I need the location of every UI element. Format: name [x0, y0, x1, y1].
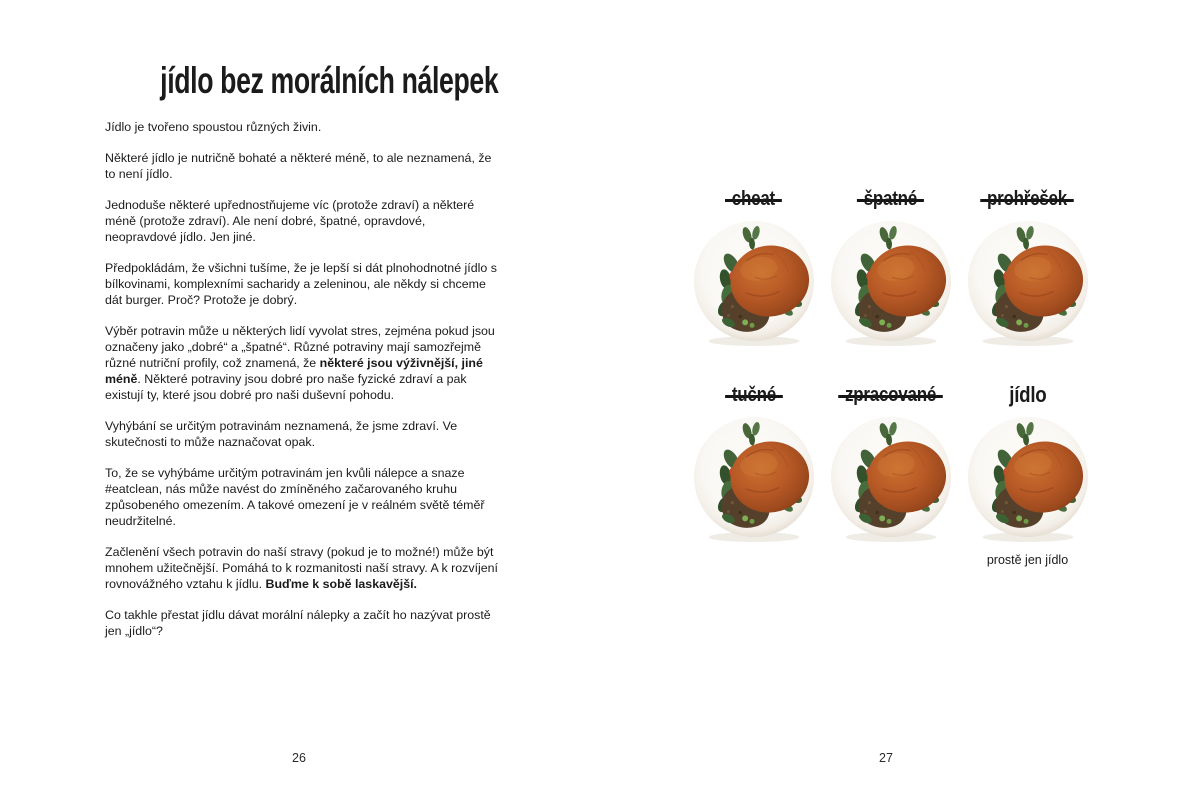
grid-cell-zpracovane — [822, 382, 959, 567]
burger-plate-photo — [691, 218, 817, 348]
paragraph: Některé jídlo je nutričně bohaté a některé méně, to ale neznamená, že to není jídlo. — [105, 151, 492, 181]
grid-cell-jidlo — [959, 382, 1096, 567]
grid-cell-prohresek — [959, 186, 1096, 348]
paragraph: Co takhle přestat jídlu dávat morální nálepky a začít ho nazývat prostě jen „jídlo“? — [105, 608, 491, 638]
burger-plate-photo — [965, 414, 1091, 544]
burger-plate-photo — [965, 218, 1091, 348]
grid-cell-cheat — [685, 186, 822, 348]
paragraph: To, že se vyhýbáme určitým potravinám jen kvůli nálepce a snaze #eatclean, nás může navést do zmíněného začarovaného kruhu způsobeného omezením. A takové omezení je v reálném světě téměř neudržitelné. — [105, 466, 485, 528]
paragraph: Výběr potravin může u některých lidí vyvolat stres, zejména pokud jsou označeny jako „dobré“ a „špatné“. Různé potraviny mají samozřejmě různé nutriční profily, což znamená, že některé jsou výživnější, jiné méně. Některé potraviny jsou dobré pro naše fyzické zdraví a pak existují ty, které jsou dobré pro naši duševní pohodu. — [105, 324, 495, 402]
burger-plate-photo — [828, 218, 954, 348]
caption-jidlo: prostě jen jídlo — [986, 553, 1069, 567]
paragraph: Jídlo je tvořeno spoustou různých živin. — [105, 120, 322, 134]
label-cheat: cheat — [725, 186, 782, 212]
page-title: jídlo bez morálních nálepek — [160, 60, 499, 101]
label-tucne: tučné — [725, 382, 783, 408]
burger-plate-photo — [828, 414, 954, 544]
food-label-grid — [685, 186, 1096, 567]
label-prohresek: prohřešek — [981, 186, 1075, 212]
grid-cell-tucne — [685, 382, 822, 567]
paragraph: Předpokládám, že všichni tušíme, že je lepší si dát plnohodnotné jídlo s bílkovinami, komplexními sacharidy a zeleninou, ale někdy si chceme dát burger. Proč? Protože je dobrý. — [105, 261, 497, 307]
paragraph: Začlenění všech potravin do naší stravy (pokud je to možné!) může být mnohem užitečnější. Pomáhá to k rozmanitosti naší stravy. A k rozvíjení rovnovážného vztahu k jídlu. Buďme k sobě laskavější. — [105, 545, 498, 591]
burger-plate-photo — [691, 414, 817, 544]
label-zpracovane: zpracované — [838, 382, 943, 408]
paragraph: Vyhýbání se určitým potravinám neznamená, že jsme zdraví. Ve skutečnosti to může naznačovat opak. — [105, 419, 458, 449]
label-jidlo: jídlo — [1008, 382, 1047, 407]
paragraph: Jednoduše některé upřednostňujeme víc (protože zdraví) a některé méně (protože zdraví). Ale není dobré, špatné, opravdové, neopravdové jídlo. Jen jiné. — [105, 198, 475, 244]
page-number-right: 27 — [879, 751, 893, 765]
left-page — [105, 62, 499, 654]
label-spatne: špatné — [857, 186, 924, 212]
page-number-left: 26 — [292, 751, 306, 765]
grid-cell-spatne — [822, 186, 959, 348]
body-text — [105, 119, 499, 639]
